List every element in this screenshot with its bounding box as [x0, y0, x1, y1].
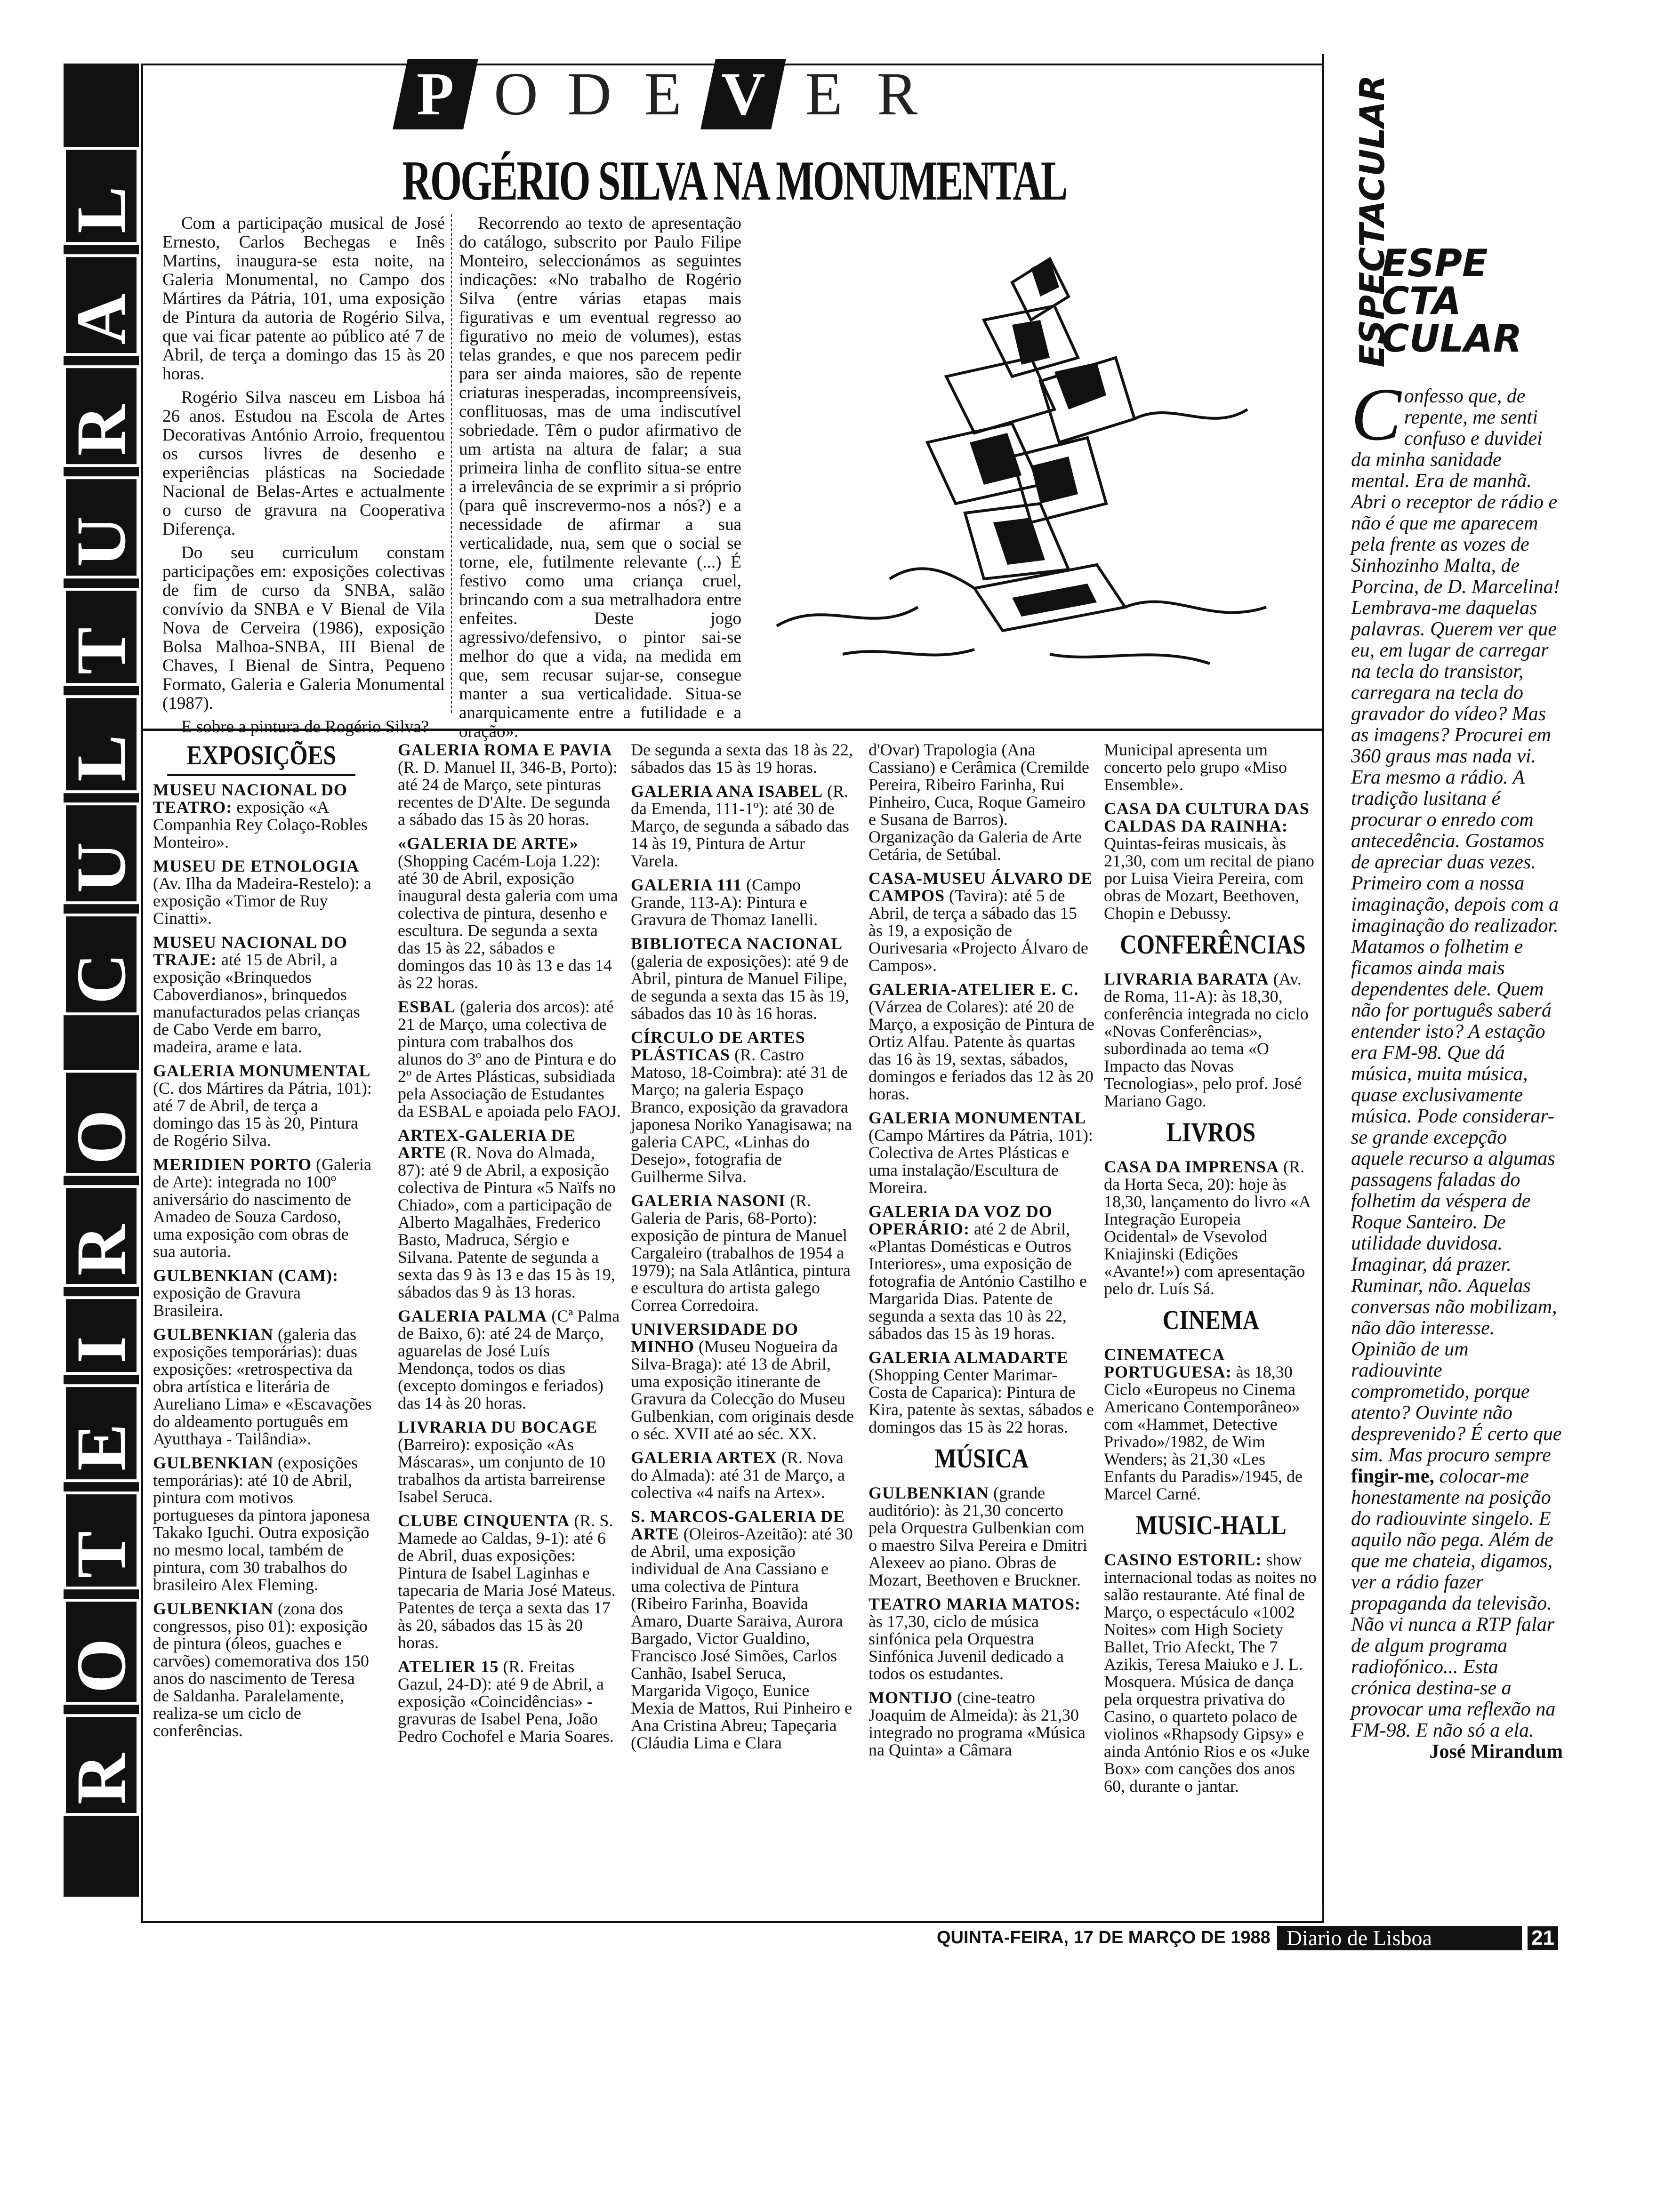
listing-item	[869, 1203, 1094, 1342]
listing-details: (R. S. Mamede ao Caldas, 9-1): até 6 de Abril, duas exposições: Pintura de Isabel Laginhas e tapecaria de Maria José Mateus. Patentes de terça a sexta das 17 às 20, sábados das 15 às 20 horas.	[398, 1511, 616, 1652]
banner-letter: E	[63, 1384, 139, 1482]
section-title-musica: MÚSICA	[934, 1443, 1029, 1474]
logo-letter: O	[494, 60, 538, 128]
listing-item	[398, 1307, 621, 1412]
listing-item	[869, 1484, 1094, 1589]
listing-venue: CLUBE CINQUENTA	[398, 1511, 570, 1530]
banner-letter: L	[63, 695, 139, 793]
listing-details: (R. da Emenda, 111-1º): até 30 de Março, de segunda a sábado das 14 às 19, Pintura de Artur Varela.	[631, 782, 849, 870]
listing-item	[631, 935, 854, 1022]
listing-details: (R. Castro Matoso, 18-Coimbra): até 31 de Março; na galeria Espaço Branco, exposição da gravadora japonesa Noriko Yanagisawa; na galeria CAPC, «Linhas do Desejo», fotografia de Guilherme Silva.	[631, 1045, 852, 1186]
listing-details: (cine-teatro Joaquim de Almeida): às 21,30 integrado no programa «Música na Quinta» a Câmara	[869, 1688, 1086, 1759]
banner-letter: R	[63, 1185, 139, 1287]
listing-venue: S. MARCOS-GALERIA DE ARTE	[631, 1507, 845, 1543]
listing-details: (galeria das exposições temporárias): duas exposições: «retrospectiva da obra artística e literária de Aureliano Lima» e «Escavações do aldeamento português em Ayutthaya - Tailândia».	[153, 1325, 372, 1448]
listing-item	[869, 1689, 1094, 1759]
chronicle-text: onfesso que, de repente, me senti confuso e duvidei da minha sanidade mental. Era de manhã. Abri o receptor de rádio e não é que me aparecem pela frente as vozes de Sinhozinho Malta, de Porcina, de D. Marcelina! Lembrava-me daquelas palavras. Querem ver que eu, em lugar de carregar na tecla do transistor, carregara na tecla do gravador do vídeo? Mas as imagens? Procurei em 360 graus mas nada vi. Era mesmo a rádio. A tradição lusitana é procurar o enredo com antecedência. Gostamos de apreciar duas vezes. Primeiro com a nossa imaginação, depois com a imaginação do realizador. Matamos o folhetim e ficamos ainda mais dependentes dele. Quem não for português saberá entender isto? A estação era FM-98. Que dá música, muita música, quase exclusivamente música. Pode considerar-se grande excepção aquele recurso a algumas passagens faladas do folhetim da véspera de Roque Santeiro. De utilidade duvidosa. Imaginar, dá prazer. Ruminar, não. Aquelas conversas não mobilizam, não dão interesse. Opinião de um radiouvinte comprometido, porque atento? Ouvinte não desprevenido? É certo que sim. Mas procuro sempre	[1351, 385, 1562, 1466]
listing-item	[153, 934, 374, 1056]
listing-venue: GALERIA NASONI	[631, 1191, 786, 1210]
listing-venue: «GALERIA DE ARTE»	[398, 834, 579, 853]
listing-details: exposição de Gravura Brasileira.	[153, 1283, 301, 1320]
listing-venue: GULBENKIAN (CAM):	[153, 1266, 338, 1285]
banner-letter: O	[63, 1599, 139, 1705]
chronicle-signature: José Mirandum	[1429, 1741, 1563, 1763]
banner-letter: T	[63, 588, 139, 686]
banner-letter: C	[63, 914, 139, 1015]
listing-details: (Museu Nogueira da Silva-Braga): até 13 de Abril, uma exposição itinerante de Gravura da Colecção do Museu Gulbenkian, com originais desde o séc. XVII até ao séc. XX.	[631, 1337, 854, 1443]
listing-details: Municipal apresenta um concerto pelo grupo «Miso Ensemble».	[1104, 740, 1287, 794]
article-paragraph: Com a participação musical de José Ernesto, Carlos Bechegas e Inês Martins, inaugura-se esta noite, na Galeria Monumental, no Campo dos Mártires da Pátria, 101, uma exposição de Pintura da autoria de Rogério Silva, que vai ficar patente ao público até 7 de Abril, de terça a domingo das 15 às 20 horas.	[162, 214, 445, 384]
listing-details: às 18,30 Ciclo «Europeus no Cinema Americano Contemporâneo» com «Hammet, Detective Privado»/1982, de Wim Wenders; às 21,30 «Les Enfants du Paradis»/1945, de Marcel Carné.	[1104, 1362, 1303, 1503]
listing-details: (Oleiros-Azeitão): até 30 de Abril, uma exposição individual de Ana Cassiano e uma colectiva de Pintura (Ribeiro Farinha, Boavida Amaro, Duarte Saraiva, Aurora Bargado, Victor Gualdino, Francisco José Simões, Carlos Canhão, Isabel Seruca, Margarida Vigoço, Eunice Mexia de Mattos, Rui Pinheiro e Ana Cristina Abreu; Tapeçaria (Cláudia Lima e Clara	[631, 1524, 853, 1752]
listing-details: (R. da Horta Seca, 20): hoje às 18,30, lançamento do livro «A Integração Europeia Ocidental» de Vsevolod Kniajinski (Edições «Avante!») com apresentação pelo dr. Luís Sá.	[1104, 1157, 1310, 1298]
listing-details: (grande auditório): às 21,30 concerto pela Orquestra Gulbenkian com o maestro Silva Pereira e Dmitri Alexeev ao piano. Obras de Mozart, Beethoven e Bruckner.	[869, 1483, 1087, 1589]
listing-venue: GALERIA DA VOZ DO OPERÁRIO:	[869, 1202, 1053, 1238]
listing-venue: MUSEU NACIONAL DO TEATRO:	[153, 780, 348, 817]
listing-details: (Shopping Cacém-Loja 1.22): até 30 de Abril, exposição inaugural desta galeria com uma colectiva de pintura, desenho e escultura. De segunda a sexta das 15 às 22, sábados e domingos das 10 às 13 e das 14 às 22 horas.	[398, 851, 618, 992]
listings-column-c	[631, 741, 854, 1758]
banner-text	[61, 142, 142, 1820]
listing-details: (Tavira): até 5 de Abril, de terça a sábado das 15 às 19, a exposição de Ourivesaria «Projecto Álvaro de Campos».	[869, 886, 1088, 975]
listing-details: De segunda a sexta das 18 às 22, sábados das 15 às 19 horas.	[631, 740, 853, 777]
listing-details: (Várzea de Colares): até 20 de Março, a exposição de Pintura de Ortiz Alfau. Patente às quartas das 16 às 19, sextas, sábados, domingos e feriados das 12 às 20 horas.	[869, 997, 1094, 1103]
article-column-1	[162, 214, 445, 741]
listing-item	[153, 1062, 374, 1149]
listing-item	[869, 981, 1094, 1103]
listing-item	[153, 781, 374, 851]
listing-venue: ATELIER 15	[398, 1657, 499, 1676]
listing-item	[869, 1595, 1094, 1683]
listing-venue: GALERIA ROMA E PAVIA	[398, 740, 612, 759]
logo-letter: E	[805, 60, 843, 128]
listings-column-d	[869, 741, 1094, 1765]
section-logo	[400, 60, 925, 128]
listing-details: (R. D. Manuel II, 346-B, Porto): até 24 de Março, sete pinturas recentes de D'Alte. De segunda a sábado das 15 às 20 horas.	[398, 758, 618, 829]
listing-venue: CINEMATECA PORTUGUESA:	[1104, 1345, 1232, 1381]
footer-date: QUINTA-FEIRA, 17 DE MARÇO DE 1988	[937, 1928, 1271, 1948]
roteiro-cultural-banner	[64, 64, 139, 1897]
listing-item	[631, 876, 854, 929]
listing-venue: GALERIA-ATELIER E. C.	[869, 980, 1079, 999]
listing-venue: ARTEX-GALERIA DE ARTE	[398, 1126, 576, 1162]
listing-details: (R. Freitas Gazul, 24-D): até 9 de Abril, a exposição «Coincidências» - gravuras de Isabel Pena, João Pedro Cochofel e Maria Soares.	[398, 1657, 614, 1746]
banner-letter: T	[63, 1491, 139, 1589]
listing-venue: GALERIA 111	[631, 875, 742, 894]
listing-details: (galeria de exposições): até 9 de Abril, pintura de Manuel Filipe, de segunda a sexta das 15 às 19, sábados das 10 às 16 horas.	[631, 952, 849, 1023]
article-paragraph: Recorrendo ao texto de apresentação do catálogo, subscrito por Paulo Filipe Monteiro, seleccionámos as seguintes indicações: «No trabalho de Rogério Silva (entre várias etapas mais figurativas e um eventual regresso ao figurativo no meio de volumes), estas telas grandes, e que nos parecem pedir para ser ainda maiores, são de repente criaturas inesperadas, incompreensíveis, conflituosas, mas de uma indiscutível sobriedade. Têm o pudor afirmativo de um artista na altura de falar; a sua primeira linha de conflito situa-se entre a irrelevância de se exprimir a si próprio (para quê inscrevermo-nos a nós?) e a necessidade de afirmar a sua verticalidade, nua, sem que o social se torne, ele, futilmente relevante (...) É festivo como uma criança cruel, brincando com a sua metralhadora entre enfeites. Deste jogo agressivo/defensivo, o pintor sai-se melhor do que a vida, na medida em que, sem recusar sujar-se, consegue manter a sua verticalidade. Situa-se anarquicamente entre a futilidade e a oração».	[459, 214, 741, 741]
listing-item	[869, 741, 1094, 863]
page-number: 21	[1528, 1926, 1558, 1950]
listing-details: (Shopping Center Marimar-Costa de Caparica): Pintura de Kira, patente às sextas, sábados e domingos das 15 às 22 horas.	[869, 1365, 1094, 1436]
listing-item	[631, 1449, 854, 1501]
listing-venue: CASINO ESTORIL:	[1104, 1550, 1262, 1569]
listing-item	[631, 1029, 854, 1186]
listing-venue: GALERIA ALMADARTE	[869, 1348, 1069, 1367]
listing-details: (Av. Ilha da Madeira-Restelo): a exposição «Timor de Ruy Cinatti».	[153, 874, 371, 928]
listing-item	[153, 1600, 374, 1739]
listing-item	[398, 998, 621, 1120]
listings-column-a	[153, 781, 374, 1746]
listing-details: exposição «A Companhia Rey Colaço-Robles Monteiro».	[153, 798, 368, 851]
listing-venue: CÍRCULO DE ARTES PLÁSTICAS	[631, 1028, 805, 1064]
listing-item	[398, 1127, 621, 1301]
chronicle-text-cont: colocar-me honestamente na posição do radiouvinte singelo. E aquilo não pega. Além de que me chateia, digamos, ver a rádio fazer propaganda da televisão. Não vi nunca a RTP falar de algum programa radiofónico... Esta crónica destina-se a provocar uma reflexão na FM-98. E não só a ela.	[1351, 1466, 1556, 1741]
listing-details: às 17,30, ciclo de música sinfónica pela Orquestra Sinfónica Juvenil dedicado a todos os estudantes.	[869, 1612, 1064, 1683]
banner-letter: O	[63, 1070, 139, 1176]
listing-venue: GULBENKIAN	[153, 1453, 274, 1472]
listing-item	[153, 1454, 374, 1594]
listing-item	[869, 1109, 1094, 1196]
listing-venue: GALERIA ANA ISABEL	[631, 782, 823, 801]
section-title-exposicoes: EXPOSIÇÕES	[167, 739, 355, 776]
listing-details: Quintas-feiras musicais, às 21,30, com um recital de piano por Luisa Vieira Pereira, com obras de Mozart, Beethoven, Chopin e Debussy.	[1104, 834, 1314, 922]
section-exposicoes	[151, 737, 372, 786]
listing-venue: CASA DA IMPRENSA	[1104, 1157, 1279, 1176]
article-headline: ROGÉRIO SILVA NA MONUMENTAL	[402, 149, 1067, 212]
listing-item	[398, 1512, 621, 1651]
side-title: ESPE CTA CULAR	[1382, 241, 1522, 361]
listing-item	[153, 1326, 374, 1448]
article-paragraph: Do seu curriculum constam participações em: exposições colectivas de fim de curso da SNBA, salão convívio da SNBA e V Bienal de Vila Nova de Cerveira (1986), exposição Bolsa Malhoa-SNBA, III Bienal de Chaves, I Bienal de Sintra, Pequeno Formato, Galeria e Galeria Monumental (1987).	[162, 543, 445, 713]
logo-block-v: V	[700, 59, 786, 129]
listing-details: (exposições temporárias): até 10 de Abril, pintura com motivos portugueses da pintora japonesa Takako Iguchi. Outra exposição no mesmo local, também de pintura, com 30 trabalhos do brasileiro Alex Fleming.	[153, 1453, 370, 1594]
banner-letter: U	[63, 802, 139, 904]
listing-venue: CASA-MUSEU ÁLVARO DE CAMPOS	[869, 869, 1093, 905]
listing-item	[398, 835, 621, 992]
listing-item	[153, 1156, 374, 1260]
listing-venue: GULBENKIAN	[153, 1599, 274, 1618]
banner-letter: L	[63, 147, 139, 245]
listing-item	[869, 1349, 1094, 1436]
listing-details: (R. Nova do Almada): até 31 de Março, a colectiva «4 naifs na Artex».	[631, 1448, 845, 1502]
listing-details: show internacional todas as noites no salão restaurante. Até final de Março, o espectáculo «1002 Noites» com High Society Ballet, Trio Afeckt, The 7 Azikis, Teresa Maiuko e J. L. Mosquera. Música de dança pela orquestra privativa do Casino, o quarteto polaco de violinos «Rhapsody Gipsy» e ainda António Rios e os «Juke Box» com canções dos anos 60, durante o jantar.	[1104, 1550, 1317, 1795]
page-footer	[937, 1923, 1558, 1953]
section-title-music-hall: MUSIC-HALL	[1135, 1510, 1287, 1540]
listing-item	[631, 1192, 854, 1314]
section-title-cinema: CINEMA	[1162, 1305, 1260, 1335]
listing-details: até 2 de Abril, «Plantas Domésticas e Outros Interiores», uma exposição de fotografia de António Castilho e Margarida Dias. Patente de segunda a sexta das 10 às 22, sábados das 15 às 19 horas.	[869, 1219, 1087, 1343]
section-title-livros: LIVROS	[1166, 1117, 1256, 1147]
listing-details: até 15 de Abril, a exposição «Brinquedos Caboverdianos», brinquedos manufacturados pelas crianças de Cabo Verde em barro, madeira, arame e lata.	[153, 950, 360, 1056]
listing-details: (Galeria de Arte): integrada no 100º aniversário do nascimento de Amadeo de Souza Cardoso, uma exposição com obras de sua autoria.	[153, 1155, 372, 1261]
listing-item	[398, 1658, 621, 1745]
listing-venue: GULBENKIAN	[869, 1483, 989, 1502]
listing-item	[1104, 1551, 1318, 1795]
listing-item	[869, 870, 1094, 974]
listing-venue: MONTIJO	[869, 1688, 953, 1707]
logo-block-p: P	[393, 59, 478, 129]
listing-item	[1104, 970, 1318, 1110]
banner-letter: R	[63, 1714, 139, 1816]
listing-details: (C. dos Mártires da Pátria, 101): até 7 de Abril, de terça a domingo das 15 às 20, Pintura de Rogério Silva.	[153, 1079, 372, 1150]
listing-item	[1104, 1158, 1318, 1298]
listing-item	[1104, 1346, 1318, 1503]
listing-details: (Campo Mártires da Pátria, 101): Colectiva de Artes Plásticas e uma instalação/Escultura de Moreira.	[869, 1126, 1093, 1197]
listing-item	[631, 741, 854, 776]
listing-venue: LIVRARIA DU BOCAGE	[398, 1418, 598, 1436]
listing-details: d'Ovar) Trapologia (Ana Cassiano) e Cerâmica (Cremilde Pereira, Ribeiro Farinha, Rui Pinheiro, Cuca, Roque Gameiro e Susana de Barros). Organização da Galeria de Arte Cetária, de Setúbal.	[869, 740, 1089, 864]
chronicle-bold-word: fingir-me,	[1351, 1466, 1434, 1487]
listing-venue: MERIDIEN PORTO	[153, 1155, 312, 1174]
listing-venue: ESBAL	[398, 997, 456, 1016]
logo-letter: E	[644, 60, 682, 128]
listing-venue: GALERIA MONUMENTAL	[869, 1108, 1086, 1127]
listing-item	[398, 1419, 621, 1506]
logo-letter: D	[567, 60, 611, 128]
listing-details: (Av. de Roma, 11-A): às 18,30, conferência integrada no ciclo «Novas Conferências», subordinada ao tema «O Impacto das Novas Tecnologias», pelo prof. José Mariano Gago.	[1104, 970, 1309, 1110]
listing-venue: GALERIA PALMA	[398, 1306, 547, 1325]
listing-item	[153, 1267, 374, 1319]
listing-venue: UNIVERSIDADE DO MINHO	[631, 1320, 799, 1356]
listing-details: (R. Nova do Almada, 87): até 9 de Abril, a exposição colectiva de Pintura «5 Naïfs no Chiado», com a participação de Alberto Magalhães, Frederico Basto, Madruca, Sérgio e Silvana. Patente de segunda a sexta das 9 às 13 e das 15 às 19, sábados das 9 às 13 horas.	[398, 1143, 616, 1301]
listings-column-e	[1104, 741, 1318, 1802]
listing-item	[1104, 741, 1318, 793]
drop-cap: C	[1351, 372, 1401, 456]
side-chronicle	[1351, 372, 1563, 1763]
banner-letter: U	[63, 477, 139, 578]
listing-item	[1104, 800, 1318, 922]
listing-venue: MUSEU DE ETNOLOGIA	[153, 857, 360, 875]
listing-item	[631, 783, 854, 870]
newspaper-name: Diario de Lisboa	[1277, 1926, 1522, 1950]
listing-details: (Campo Grande, 113-A): Pintura e Gravura de Thomaz Ianelli.	[631, 875, 818, 929]
logo-letter: R	[877, 60, 918, 128]
listing-item	[631, 1508, 854, 1752]
banner-letter: R	[63, 365, 139, 467]
listing-details: (Cª Palma de Baixo, 6): até 24 de Março, aguarelas de José Luís Mendonça, todos os dias (excepto domingos e feriados) das 14 às 20 horas.	[398, 1306, 620, 1412]
side-vertical-title: ESPECTACULAR	[1352, 75, 1392, 368]
listing-details: (zona dos congressos, piso 01): exposição de pintura (óleos, guaches e carvões) comemorativa dos 150 anos do nascimento de Teresa de Saldanha. Paralelamente, realiza-se um ciclo de conferências.	[153, 1599, 369, 1740]
listing-item	[631, 1321, 854, 1443]
listing-details: (Barreiro): exposição «As Máscaras», um conjunto de 10 trabalhos da artista barreirense Isabel Seruca.	[398, 1435, 605, 1506]
article-paragraph: E sobre a pintura de Rogério Silva?	[181, 717, 429, 737]
listing-details: (galeria dos arcos): até 21 de Março, uma colectiva de pintura com trabalhos dos alunos do 3º ano de Pintura e do 2º de Artes Plásticas, subsidiada pela Associação de Estudantes da ESBAL e apoiada pelo FAOJ.	[398, 997, 621, 1121]
banner-letter: A	[63, 254, 139, 356]
painting-illustration	[748, 240, 1313, 692]
listing-item	[153, 858, 374, 927]
listings-column-b	[398, 741, 621, 1752]
article-column-2	[459, 214, 741, 746]
listing-venue: MUSEU NACIONAL DO TRAJE:	[153, 933, 348, 969]
listing-venue: GALERIA MONUMENTAL	[153, 1061, 371, 1080]
banner-letter: I	[63, 1297, 139, 1375]
listing-venue: CASA DA CULTURA DAS CALDAS DA RAINHA:	[1104, 799, 1310, 835]
listing-venue: LIVRARIA BARATA	[1104, 970, 1269, 988]
section-title-conferencias: CONFERÊNCIAS	[1120, 929, 1306, 960]
listing-venue: BIBLIOTECA NACIONAL	[631, 934, 843, 953]
article-paragraph: Rogério Silva nasceu em Lisboa há 26 anos. Estudou na Escola de Artes Decorativas António Arroio, frequentou os cursos livres de desenho e experiências plásticas na Sociedade Nacional de Belas-Artes e actualmente o curso de gravura na Cooperativa Diferença.	[162, 388, 445, 539]
column-divider	[451, 214, 453, 713]
listing-venue: TEATRO MARIA MATOS:	[869, 1595, 1081, 1613]
listing-item	[398, 741, 621, 828]
listing-details: (R. Galeria de Paris, 68-Porto): exposição de pintura de Manuel Cargaleiro (trabalhos de 1954 a 1979); na Sala Atlântica, pintura e escultura do artista galego Correa Corredoira.	[631, 1191, 851, 1314]
listing-venue: GALERIA ARTEX	[631, 1448, 777, 1467]
listing-venue: GULBENKIAN	[153, 1325, 274, 1344]
